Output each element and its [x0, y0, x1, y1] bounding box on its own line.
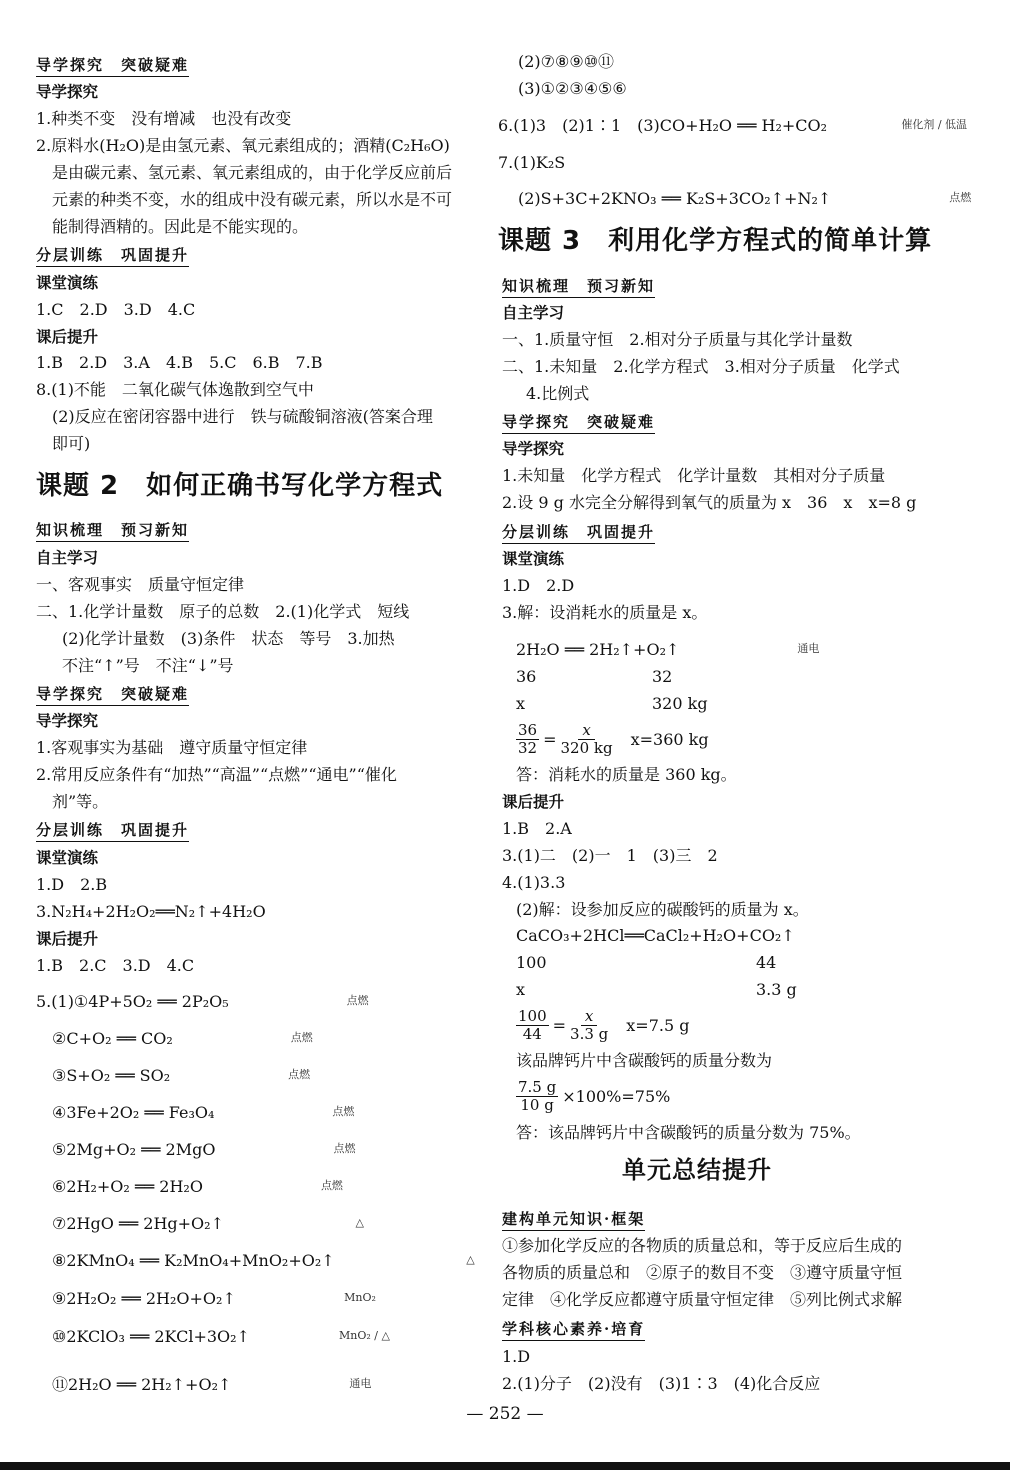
answer-line: 1.种类不变 没有增减 也没有改变	[36, 109, 292, 128]
answer-line: (2)反应在密闭容器中进行 铁与硫酸铜溶液(答案合理	[52, 407, 433, 426]
equation-line: 6.(1)3 (2)1∶1 (3)CO+H₂O ══ H₂+CO₂ 催化剂 / 低温	[498, 116, 968, 135]
proportion-line	[516, 1008, 689, 1043]
section-heading: 分层训练 巩固提升	[36, 245, 189, 267]
reaction-condition: △	[355, 1216, 364, 1229]
reaction-condition: 点燃	[320, 1179, 343, 1192]
answer-line: (2)解：设参加反应的碳酸钙的质量为 x。	[516, 900, 809, 919]
numerator: x	[581, 1008, 597, 1026]
equation-line: (2)S+3C+2KNO₃ ══ K₂S+3CO₂↑+N₂↑ 点燃	[518, 189, 972, 208]
fraction	[516, 1008, 549, 1043]
answer-line: 7.(1)K₂S	[498, 153, 566, 172]
reaction-condition: 点燃	[332, 1105, 355, 1118]
reaction-condition: 催化剂 / 低温	[901, 118, 968, 131]
section-heading: 知识梳理 预习新知	[502, 276, 655, 298]
answer-line: 答：消耗水的质量是 360 kg。	[516, 765, 737, 784]
equation-line: ③S+O₂ ══ SO₂ 点燃	[52, 1066, 311, 1085]
answer-line: 36	[516, 667, 537, 686]
answer-line: (2)化学计量数 (3)条件 状态 等号 3.加热	[62, 629, 395, 648]
numerator: 36	[518, 721, 538, 739]
equation-line: ④3Fe+2O₂ ══ Fe₃O₄ 点燃	[52, 1103, 355, 1122]
answer-line: 2.(1)分子 (2)没有 (3)1∶3 (4)化合反应	[502, 1374, 821, 1393]
denominator: 320 kg	[560, 739, 613, 757]
answer-line: 1.客观事实为基础 遵守质量守恒定律	[36, 738, 308, 757]
numerator: x	[578, 722, 594, 740]
reaction-condition: 点燃	[288, 1068, 311, 1081]
answer-line: 4.(1)3.3	[502, 873, 566, 892]
answer-line: 1.未知量 化学方程式 化学计量数 其相对分子质量	[502, 466, 886, 485]
answer-line: 定律 ④化学反应都遵守质量守恒定律 ⑤列比例式求解	[502, 1290, 903, 1309]
answer-line: 1.D	[502, 1347, 531, 1366]
equals-sign: =	[543, 729, 557, 749]
equals-sign: =	[552, 1015, 567, 1035]
section-heading: 分层训练 巩固提升	[502, 522, 655, 544]
subheading: 导学探究	[502, 439, 565, 458]
section-heading: 建构单元知识·框架	[502, 1209, 645, 1231]
answer-line: 能制得酒精的。因此是不能实现的。	[52, 217, 309, 236]
reaction-condition: 点燃	[949, 191, 972, 204]
answer-line: ①参加化学反应的各物质的质量总和，等于反应后生成的	[502, 1236, 903, 1255]
lesson-title: 课题 2 如何正确书写化学方程式	[36, 471, 444, 501]
answer-line: CaCO₃+2HCl══CaCl₂+H₂O+CO₂↑	[516, 926, 795, 945]
proportion-line	[516, 722, 709, 757]
denominator: 3.3 g	[570, 1025, 609, 1043]
equation-line: ⑨2H₂O₂ ══ 2H₂O+O₂↑ MnO₂	[52, 1289, 376, 1308]
answer-line: 即可)	[52, 434, 91, 453]
answer-line: 32	[652, 667, 673, 686]
answer-line: 1.D 2.D	[502, 576, 575, 595]
lesson-title: 课题 3 利用化学方程式的简单计算	[498, 226, 933, 256]
subheading: 自主学习	[36, 548, 99, 567]
page-number: — 252 —	[466, 1404, 544, 1424]
answer-line: x	[516, 694, 526, 713]
fraction	[570, 1008, 608, 1043]
result: x=7.5 g	[626, 1015, 690, 1035]
reaction-condition: MnO₂ / △	[339, 1329, 390, 1342]
answer-line: x	[516, 980, 526, 999]
answer-line: 320 kg	[652, 694, 708, 713]
equation-line: ⑩2KClO₃ ══ 2KCl+3O₂↑ MnO₂ / △	[52, 1327, 390, 1346]
answer-line: 剂”等。	[52, 792, 109, 811]
answer-line: 3.N₂H₄+2H₂O₂══N₂↑+4H₂O	[36, 902, 266, 921]
denominator: 32	[518, 739, 538, 757]
equation-line: 2H₂O ══ 2H₂↑+O₂↑ 通电	[516, 640, 820, 659]
answer-line: 2.原料水(H₂O)是由氢元素、氧元素组成的；酒精(C₂H₆O)	[36, 136, 450, 155]
answer-line: 2.常用反应条件有“加热”“高温”“点燃”“通电”“催化	[36, 765, 397, 784]
bottom-rule	[0, 1462, 1010, 1470]
result: x=360 kg	[630, 729, 709, 749]
section-heading: 分层训练 巩固提升	[36, 820, 189, 842]
equation-line: ⑤2Mg+O₂ ══ 2MgO 点燃	[52, 1140, 356, 1159]
fraction	[516, 722, 539, 757]
reaction-condition: △	[466, 1253, 475, 1266]
answer-line: (3)①②③④⑤⑥	[518, 79, 627, 98]
section-heading: 导学探究 突破疑难	[502, 412, 655, 434]
proportion-line	[516, 1079, 670, 1114]
subheading: 自主学习	[502, 303, 565, 322]
subheading: 导学探究	[36, 82, 99, 101]
answer-line: 44	[756, 953, 777, 972]
answer-line: 一、客观事实 质量守恒定律	[36, 575, 245, 594]
section-heading: 知识梳理 预习新知	[36, 520, 189, 542]
subheading: 课堂演练	[36, 848, 99, 867]
answer-line: 1.B 2.D 3.A 4.B 5.C 6.B 7.B	[36, 353, 323, 372]
answer-line: 元素的种类不变，水的组成中没有碳元素，所以水是不可	[52, 190, 453, 209]
answer-line: 不注“↑”号 不注“↓”号	[62, 656, 234, 675]
answer-line: 3.3 g	[756, 980, 797, 999]
answer-line: 各物质的质量总和 ②原子的数目不变 ③遵守质量守恒	[502, 1263, 903, 1282]
answer-line: 二、1.未知量 2.化学方程式 3.相对分子质量 化学式	[502, 357, 900, 376]
answer-line: 1.C 2.D 3.D 4.C	[36, 300, 196, 319]
answer-line: 8.(1)不能 二氧化碳气体逸散到空气中	[36, 380, 314, 399]
answer-line: 4.比例式	[526, 384, 590, 403]
subheading: 课后提升	[36, 327, 99, 346]
answer-line: 2.设 9 g 水完全分解得到氧气的质量为 x 36 x x=8 g	[502, 493, 917, 512]
subheading: 课堂演练	[36, 273, 99, 292]
numerator: 7.5 g	[518, 1078, 557, 1096]
denominator: 44	[522, 1025, 542, 1043]
subheading: 导学探究	[36, 711, 99, 730]
subheading: 课后提升	[502, 792, 565, 811]
section-heading: 导学探究 突破疑难	[36, 684, 189, 706]
equation-line: ②C+O₂ ══ CO₂ 点燃	[52, 1029, 313, 1048]
section-heading: 导学探究 突破疑难	[36, 55, 189, 77]
lesson-title: 单元总结提升	[622, 1156, 772, 1184]
equation-line: ⑥2H₂+O₂ ══ 2H₂O 点燃	[52, 1177, 343, 1196]
answer-line: 100	[516, 953, 547, 972]
answer-line: 答：该品牌钙片中含碳酸钙的质量分数为 75%。	[516, 1123, 861, 1142]
answer-line: 3.解：设消耗水的质量是 x。	[502, 603, 708, 622]
subheading: 课后提升	[36, 929, 99, 948]
answer-line: 3.(1)二 (2)一 1 (3)三 2	[502, 846, 718, 865]
subheading: 课堂演练	[502, 549, 565, 568]
reaction-condition: 通电	[797, 642, 820, 655]
answer-line: 该品牌钙片中含碳酸钙的质量分数为	[516, 1051, 773, 1070]
numerator: 100	[518, 1007, 547, 1025]
reaction-condition: 通电	[349, 1377, 372, 1390]
equation-line: ⑪2H₂O ══ 2H₂↑+O₂↑ 通电	[52, 1375, 372, 1394]
equation-line: ⑧2KMnO₄ ══ K₂MnO₄+MnO₂+O₂↑ △	[52, 1251, 475, 1270]
answer-line: 1.D 2.B	[36, 875, 108, 894]
answer-line: 1.B 2.C 3.D 4.C	[36, 956, 195, 975]
equation-line: 5.(1)①4P+5O₂ ══ 2P₂O₅ 点燃	[36, 992, 369, 1011]
answer-line: 二、1.化学计量数 原子的总数 2.(1)化学式 短线	[36, 602, 410, 621]
reaction-condition: 点燃	[333, 1142, 356, 1155]
answer-line: (2)⑦⑧⑨⑩⑪	[518, 52, 615, 71]
answer-line: 1.B 2.A	[502, 819, 572, 838]
reaction-condition: MnO₂	[344, 1291, 376, 1304]
fraction	[561, 722, 613, 757]
reaction-condition: 点燃	[346, 994, 369, 1007]
answer-line: 一、1.质量守恒 2.相对分子质量与其化学计量数	[502, 330, 853, 349]
denominator: 10 g	[520, 1096, 554, 1114]
equation-line: ⑦2HgO ══ 2Hg+O₂↑ △	[52, 1214, 364, 1233]
answer-line: 是由碳元素、氢元素、氧元素组成的，由于化学反应前后	[52, 163, 453, 182]
result: ×100%=75%	[562, 1086, 671, 1106]
reaction-condition: 点燃	[290, 1031, 313, 1044]
section-heading: 学科核心素养·培育	[502, 1319, 645, 1341]
fraction	[516, 1079, 558, 1114]
